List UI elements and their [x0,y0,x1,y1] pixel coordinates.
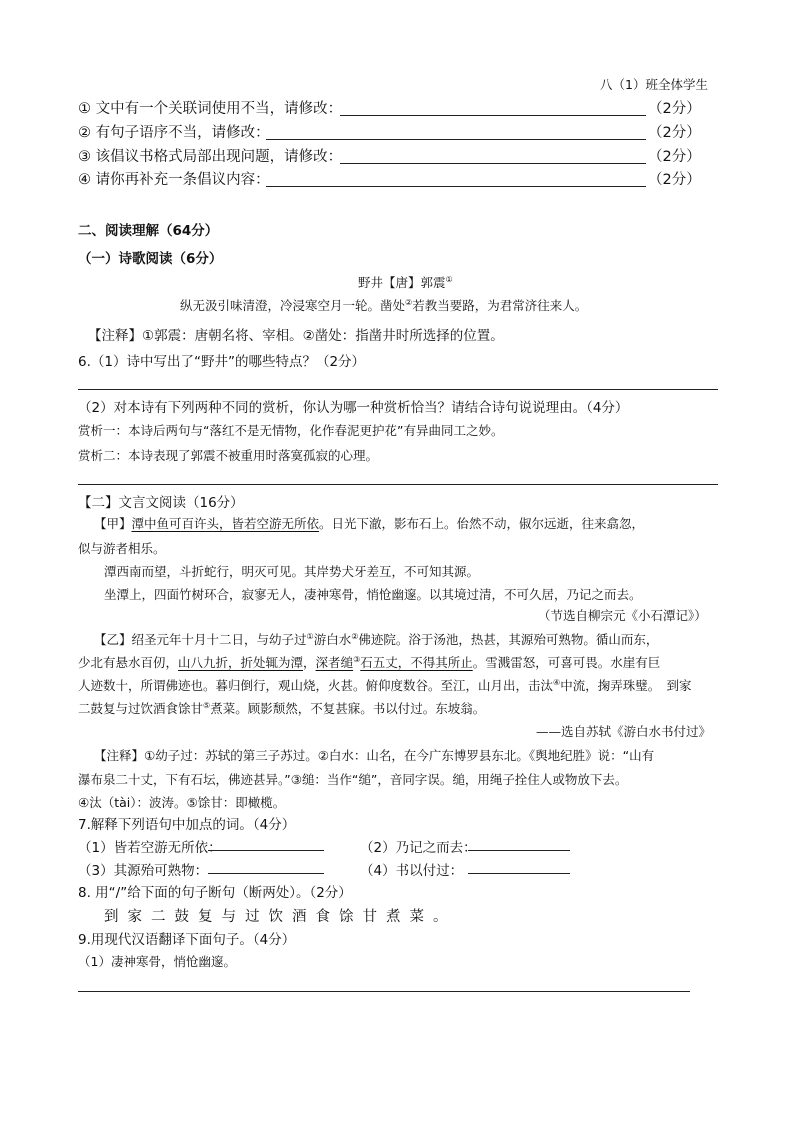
item-score: （2分） [648,149,701,165]
underlined-sentence: 潭中鱼可百许头，皆若空游无所依 [131,516,320,531]
item-number: ① [78,101,91,117]
underlined-sentence: 石五丈，不得其所止 [360,655,473,670]
passage-jia-para-3: 坐潭上，四面竹树环合，寂寥无人，凄神寒骨，悄怆幽邃。以其境过清，不可久居，乃记之而去。 [104,587,642,602]
question-7: 7.解释下列语句中加点的词。（4分） [78,817,296,833]
subsection-title-poetry: （一）诗歌阅读（6分） [78,251,223,267]
answer-line[interactable] [78,991,690,992]
question-7-item-2: （2）乃记之而去： [360,840,477,856]
underlined-sentence: 山八九折，折处辄为潭 [178,655,304,670]
item-number: ② [78,125,91,141]
answer-line[interactable] [340,115,646,116]
question-item [78,121,270,142]
classical-note-line-2: 瀑布泉二十丈，下有石坛，佛迹甚异。”③缒：当作“缒”，音同字误。缒，用绳子拴住人或物放下去。 [78,772,628,787]
question-9: 9.用现代汉语翻译下面句子。（4分） [78,932,296,948]
passage-jia-line-1: 【甲】潭中鱼可百许头，皆若空游无所依。日光下澈，影布石上。佁然不动，俶尔远逝，往来翕忽， [94,516,645,531]
question-item [78,145,342,166]
classical-note-line-3: ④汰（tài）：波涛。⑤馀甘：即橄榄。 [78,795,286,810]
underlined-sentence: 深者缒 [315,655,354,670]
appreciation-1: 赏析一：本诗后两句与“落红不是无情物，化作春泥更护花”有异曲同工之妙。 [78,423,504,438]
question-7-item-1: （1）皆若空游无所依： [78,840,222,856]
item-number: ④ [78,172,91,188]
question-item [78,168,270,189]
item-score: （2分） [648,125,701,141]
appreciation-2: 赏析二：本诗表现了郭震不被重用时落寞孤寂的心理。 [78,448,379,463]
classical-note-line-1: 【注释】①幼子过：苏轼的第三子苏过。②白水：山名，在今广东博罗县东北。《舆地纪胜》说：“山有 [94,748,655,763]
answer-line[interactable] [340,163,646,164]
passage-jia-para-2: 潭西南而望，斗折蛇行，明灭可见。其岸势犬牙差互，不可知其源。 [104,564,480,579]
passage-label: 【甲】 [94,516,132,531]
item-score: （2分） [648,101,701,117]
passage-yi-source: ——选自苏轼《游白水书付过》 [536,724,712,739]
answer-line[interactable] [266,186,646,187]
question-7-item-4: （4）书以付过： [360,863,464,879]
poem-note: 【注释】①郭震：唐朝名将、宰相。②凿处：指凿井时所选择的位置。 [88,328,504,344]
question-7-item-3: （3）其源殆可熟物： [78,863,209,879]
passage-yi-line-4: 二鼓复与过饮酒食馀甘⑤煮菜。顾影颓然，不复甚寐。书以付过。东坡翁。 [78,700,486,716]
poem-text: 纵无汲引味清澄，冷浸寒空月一轮。凿处②若教当要路，为君常济往来人。 [180,297,588,313]
poem-title: 野井【唐】郭震① [358,274,453,290]
question-6-2: （2）对本诗有下列两种不同的赏析，你认为哪一种赏析恰当？请结合诗句说说理由。（4分） [78,400,629,416]
question-8-sentence: 到家二鼓复与过饮酒食馀甘煮菜。 [104,909,457,925]
class-label: 八（1）班全体学生 [600,77,708,92]
item-text: 请你再补充一条倡议内容： [95,172,270,188]
item-text: 该倡议书格式局部出现问题，请修改： [95,149,343,165]
subsection-title-classical: 【二】文言文阅读（16分） [78,495,244,511]
answer-line[interactable] [468,873,570,874]
question-8: 8. 用“/”给下面的句子断句（断两处）。（2分） [78,885,352,901]
answer-line[interactable] [266,139,646,140]
passage-jia-source: （节选自柳宗元《小石潭记》） [538,608,707,623]
answer-line[interactable] [78,389,718,390]
answer-line[interactable] [208,850,324,851]
item-number: ③ [78,149,91,165]
item-text: 有句子语序不当，请修改： [95,125,270,141]
answer-line[interactable] [208,873,324,874]
passage-yi-line-3: 人迹数十，所谓佛迹也。暮归倒行，观山烧，火甚。俯仰度数谷。至江，山月出，击汰④中流，掬弄珠璧。 到家 [78,677,692,693]
item-text: 文中有一个关联词使用不当，请修改： [95,101,343,117]
answer-line[interactable] [468,850,570,851]
question-9-1: （1）凄神寒骨，悄怆幽邃。 [78,954,236,969]
passage-yi-line-1: 【乙】绍圣元年十月十二日，与幼子过①游白水②佛迹院。浴于汤池，热甚，其源殆可熟物。循山而东， [94,631,659,647]
item-score: （2分） [648,172,701,188]
answer-line[interactable] [78,484,718,485]
passage-yi-line-2: 少北有悬水百仞，山八九折，折处辄为潭，深者缒③石五丈，不得其所止。雪溅雷怒，可喜可畏。水崖有巨 [78,654,661,670]
passage-label: 【乙】 [94,632,132,647]
section-title: 二、阅读理解（64分） [78,223,219,239]
passage-jia-line-2: 似与游者相乐。 [78,541,166,556]
question-6-1: 6.（1）诗中写出了“野井”的哪些特点？（2分） [78,354,366,370]
